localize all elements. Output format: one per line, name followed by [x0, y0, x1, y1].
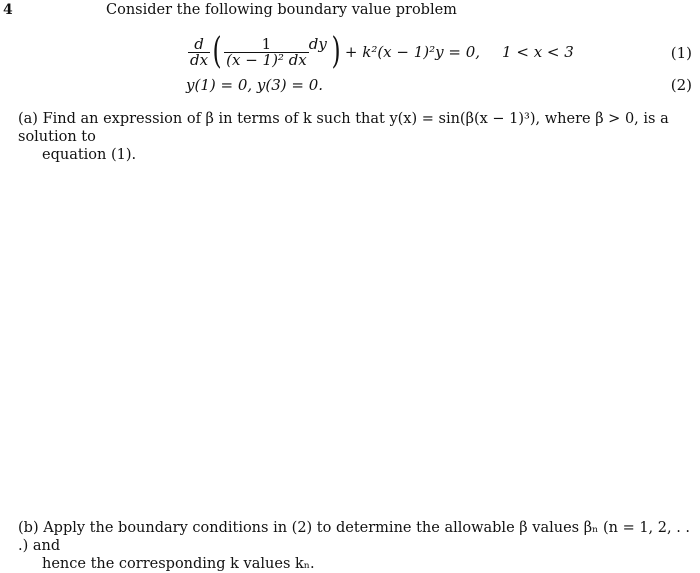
- left-paren: (: [212, 31, 222, 72]
- part-b-line1: (b) Apply the boundary conditions in (2) to determine the allowable β values βₙ (n = 1, 2, . . .) and: [18, 520, 691, 554]
- equation-1-domain: 1 < x < 3: [502, 43, 574, 61]
- equation-1-tag: (1): [670, 44, 692, 62]
- part-a: [18, 110, 696, 164]
- problem-intro: Consider the following boundary value problem: [106, 2, 457, 18]
- dy-fraction: dy: [308, 35, 327, 53]
- question-number: 4: [3, 2, 13, 18]
- equation-2: y(1) = 0, y(3) = 0.: [186, 76, 324, 94]
- part-a-line1: (a) Find an expression of β in terms of k such that y(x) = sin(β(x − 1)³), where β > 0, is a solution to: [18, 111, 669, 145]
- inner-fraction: $\frac{1}{\text{(x − 1)² dx}}$: [226, 34, 307, 69]
- equation-1: [186, 31, 574, 72]
- right-paren: ): [331, 31, 341, 72]
- part-b-line2: hence the corresponding k values kₙ.: [42, 556, 315, 572]
- derivative-operator: $\frac{d}{dx}$: [190, 34, 209, 69]
- equation-1-rest: + k²(x − 1)²y = 0,: [344, 43, 481, 61]
- part-b: [18, 519, 696, 573]
- equation-2-tag: (2): [670, 76, 692, 94]
- part-a-line2: equation (1).: [42, 147, 137, 163]
